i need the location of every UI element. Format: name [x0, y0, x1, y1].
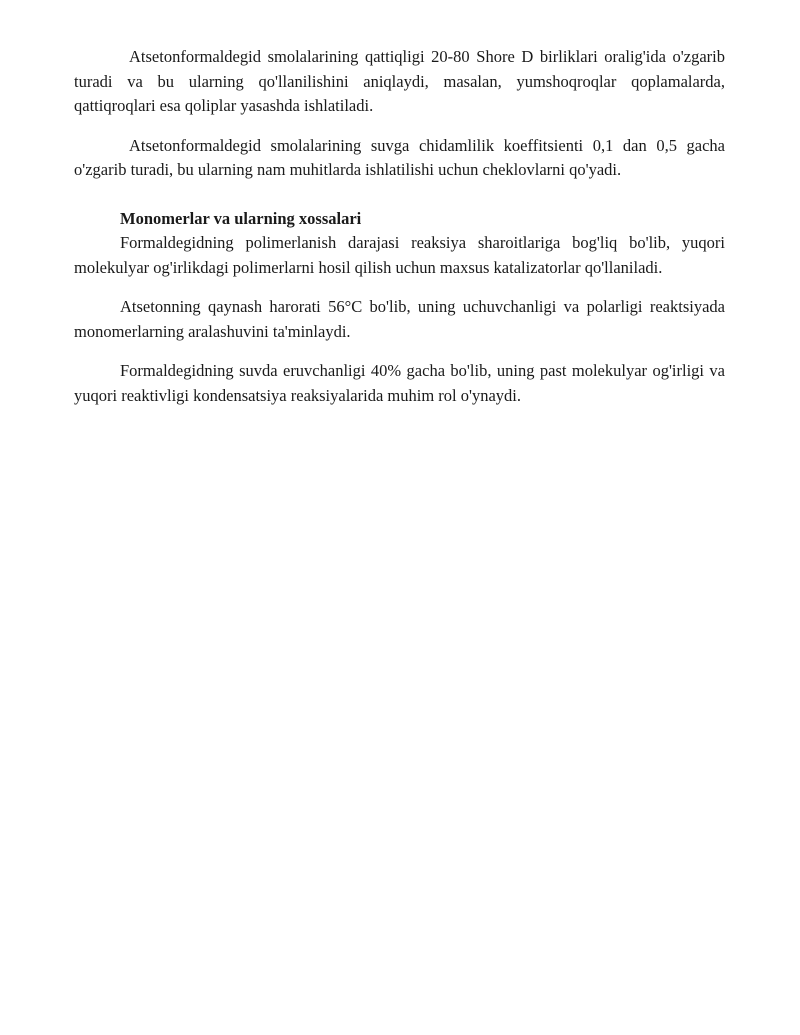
paragraph-acetone-boiling: Atsetonning qaynash harorati 56°C bo'lib, uning uchuvchanligi va polarligi reaktsiyada monomerlarning aralashuvini ta'minlaydi. [74, 297, 725, 341]
section-heading: Monomerlar va ularning xossalari [120, 208, 362, 228]
paragraph-water-resistance: Atsetonformaldegid smolalarining suvga chidamlilik koeffitsienti 0,1 dan 0,5 gacha o'zgarib turadi, bu ularning nam muhitlarda ishlatilishi uchun cheklovlarni qo'yadi. [74, 135, 725, 179]
paragraph-polymerization: Formaldegidning polimerlanish darajasi reaksiya sharoitlariga bog'liq bo'lib, yuqori molekulyar og'irlikdagi polimerlarni hosil qilish uchun maxsus katalizatorlar qo'llaniladi. [74, 233, 725, 277]
paragraph-hardness: Atsetonformaldegid smolalarining qattiqligi 20-80 Shore D birliklari oralig'ida o'zgarib turadi va bu ularning qo'llanilishini aniqlaydi, masalan, yumshoqroqlar qoplamalarda, qattiqroqlari esa qoliplar yasashda ishlatiladi. [74, 47, 725, 115]
paragraph-formaldehyde-solubility: Formaldegidning suvda eruvchanligi 40% gacha bo'lib, uning past molekulyar og'irligi va yuqori reaktivligi kondensatsiya reaksiyalarida muhim rol o'ynaydi. [74, 361, 725, 405]
document-body [74, 45, 725, 408]
